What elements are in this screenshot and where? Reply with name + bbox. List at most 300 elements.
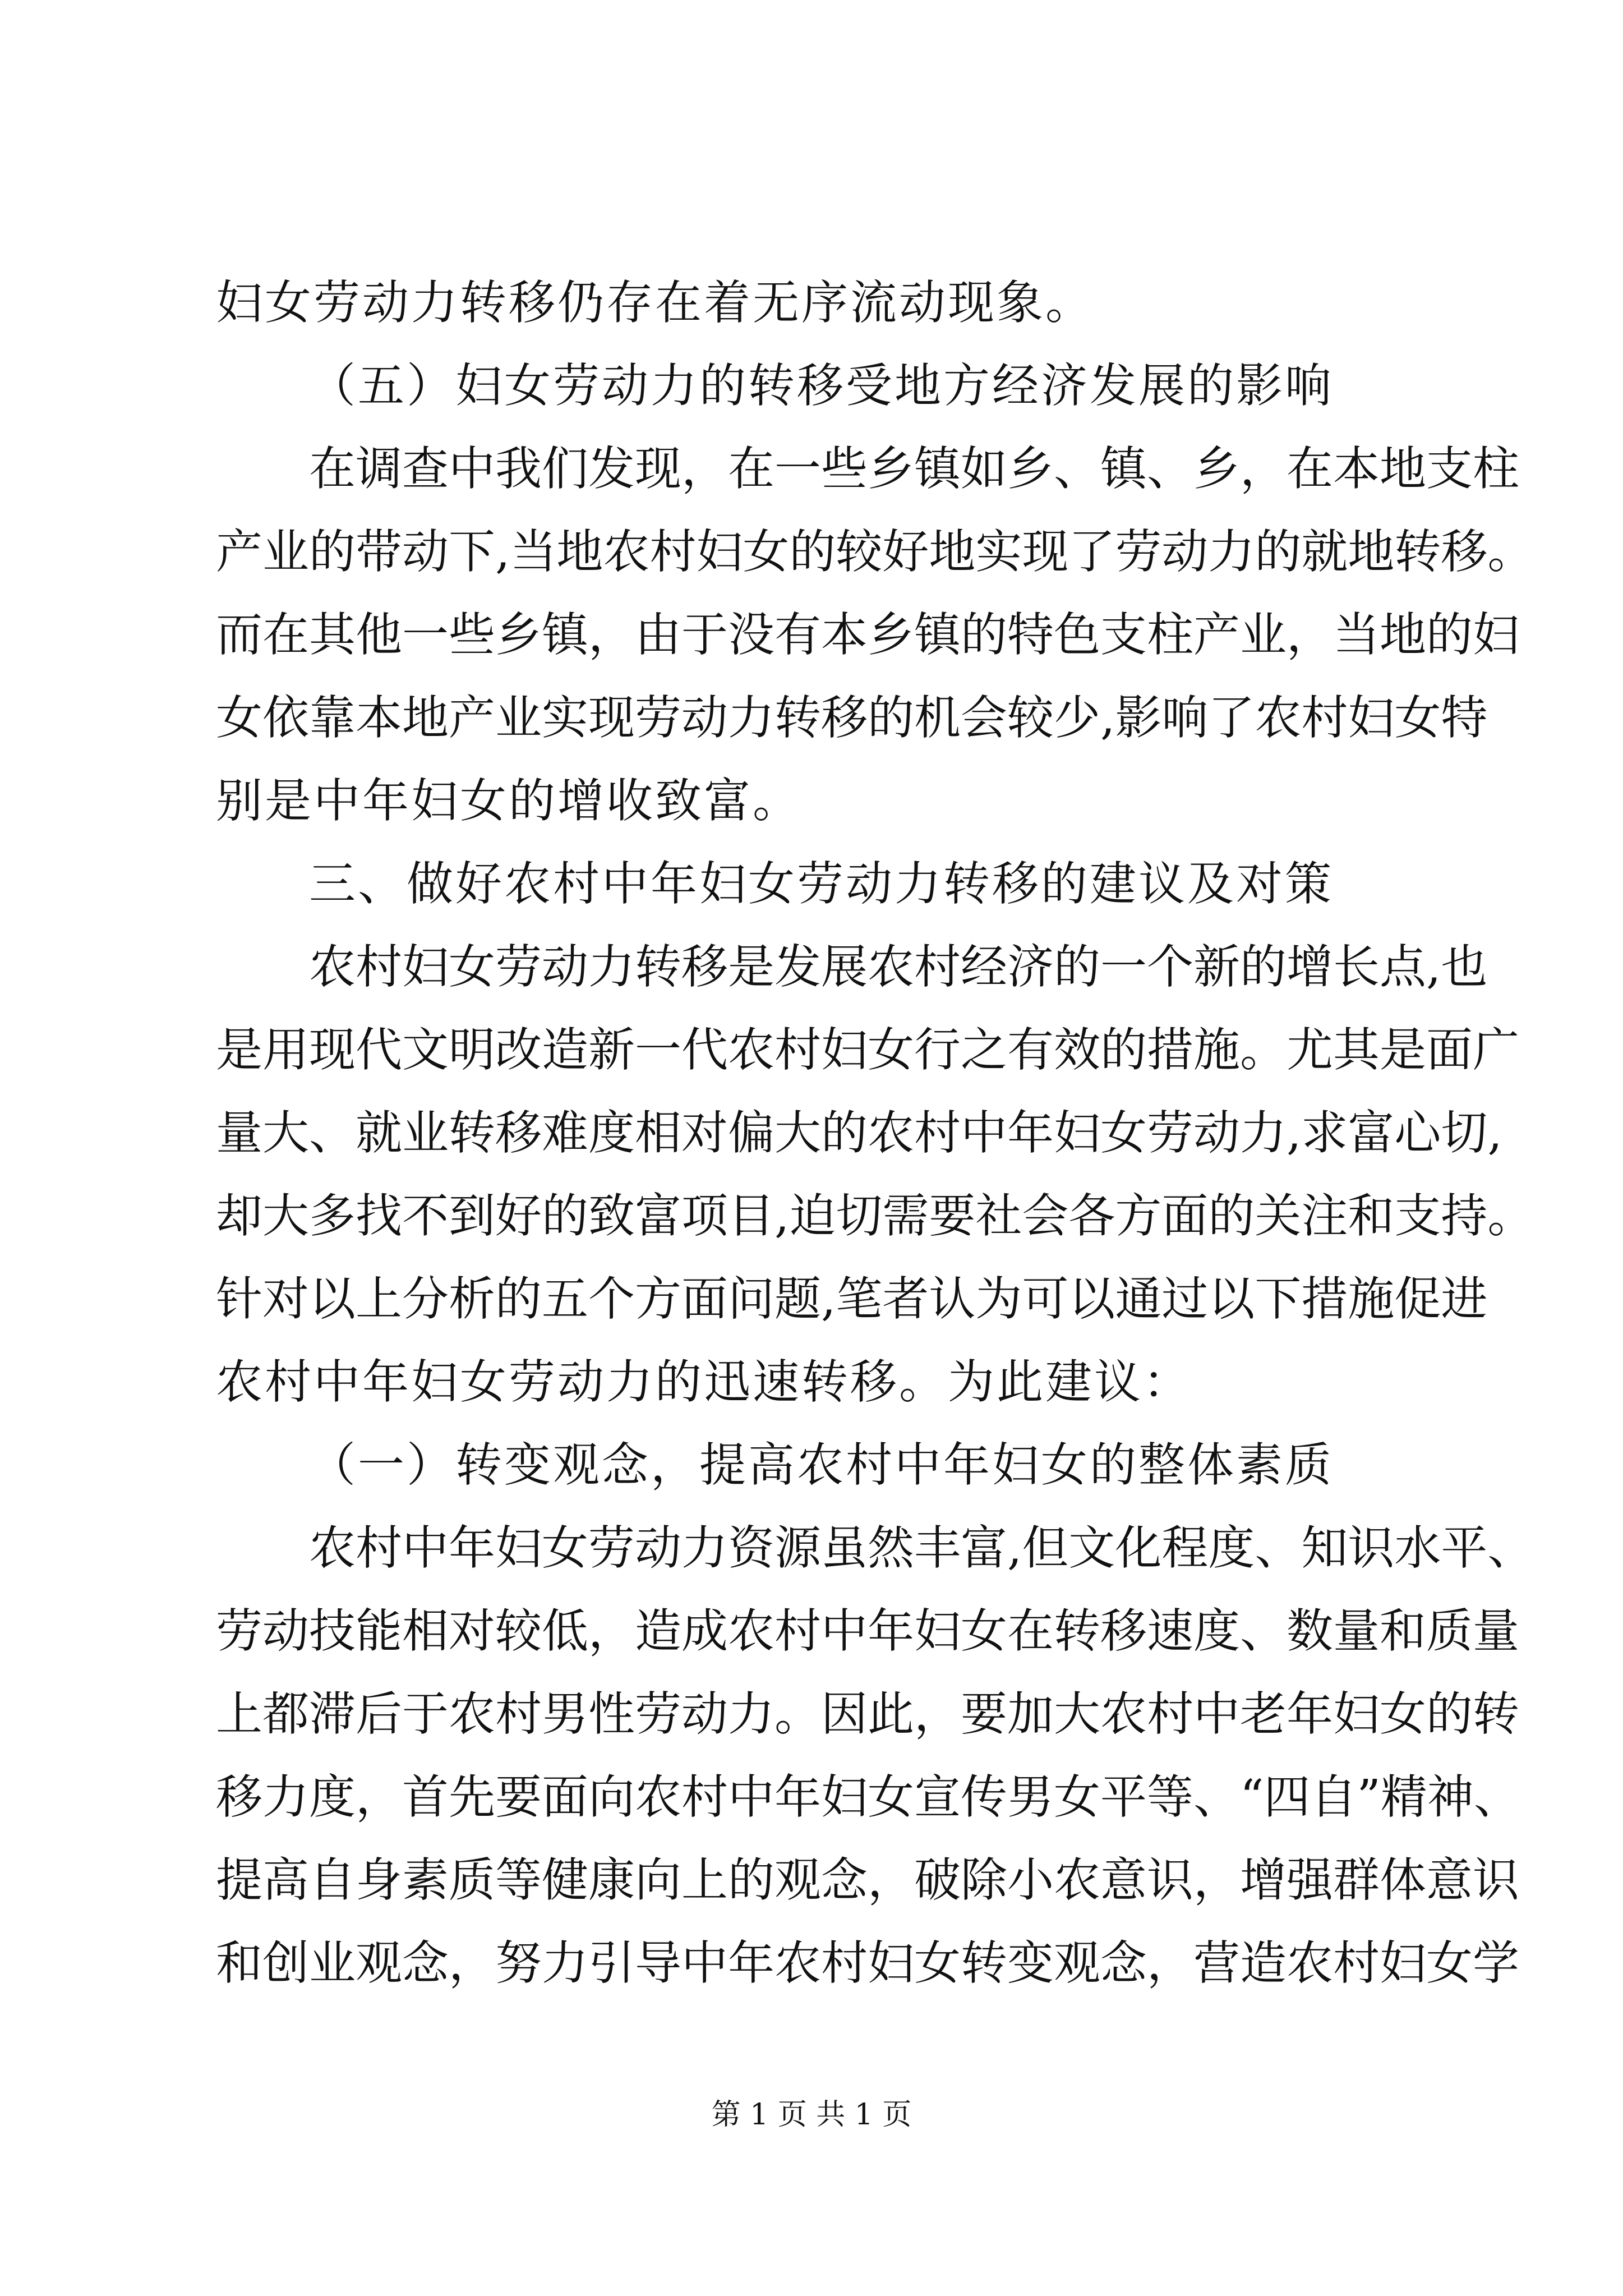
glyph: 质 bbox=[449, 1853, 495, 1907]
glyph: 地 bbox=[402, 691, 449, 745]
glyph: 认 bbox=[929, 1272, 976, 1326]
glyph: 群 bbox=[1333, 1853, 1380, 1907]
glyph: 当 bbox=[510, 524, 557, 579]
glyph: 新 bbox=[588, 1023, 635, 1077]
glyph: 量 bbox=[1333, 1604, 1380, 1658]
glyph: 、 bbox=[1240, 1604, 1287, 1658]
glyph: 妇 bbox=[495, 1521, 542, 1575]
glyph: 度 bbox=[1193, 1604, 1240, 1658]
glyph: 产 bbox=[1193, 608, 1240, 662]
glyph: 支 bbox=[1100, 608, 1147, 662]
glyph: 观 bbox=[1054, 1936, 1100, 1990]
glyph: 女 bbox=[868, 1770, 914, 1824]
glyph: 能 bbox=[356, 1604, 402, 1658]
glyph: 效 bbox=[1054, 1023, 1100, 1077]
glyph: 年 bbox=[1287, 1687, 1333, 1741]
glyph: ， bbox=[449, 1936, 495, 1990]
glyph: 先 bbox=[449, 1770, 495, 1824]
glyph: 在 bbox=[309, 441, 356, 496]
glyph: 的 bbox=[868, 691, 914, 745]
glyph: 观 bbox=[356, 1936, 402, 1990]
glyph: 对 bbox=[449, 1604, 495, 1658]
glyph: 的 bbox=[789, 524, 836, 579]
glyph: 长 bbox=[1333, 940, 1380, 994]
glyph: 产 bbox=[216, 524, 262, 579]
glyph: 化 bbox=[1115, 1521, 1162, 1575]
glyph: 妇 bbox=[1054, 1106, 1100, 1160]
glyph: 要 bbox=[961, 1687, 1007, 1741]
subsection-heading bbox=[216, 1424, 1422, 1507]
glyph: 富 bbox=[1348, 1106, 1395, 1160]
text-line-content bbox=[216, 1092, 1502, 1175]
glyph: 些 bbox=[821, 441, 868, 496]
glyph: 动 bbox=[681, 1687, 728, 1741]
glyph: 农 bbox=[309, 940, 356, 994]
glyph: 年 bbox=[449, 1521, 495, 1575]
glyph: 而 bbox=[216, 608, 262, 662]
glyph: 心 bbox=[1394, 1106, 1441, 1160]
glyph: 妇 bbox=[1473, 608, 1519, 662]
glyph: 村 bbox=[1301, 691, 1348, 745]
glyph: 镇 bbox=[542, 608, 588, 662]
glyph: 其 bbox=[309, 608, 356, 662]
glyph: 动 bbox=[635, 1521, 681, 1575]
glyph: 数 bbox=[1287, 1604, 1333, 1658]
glyph: 。 bbox=[774, 1687, 821, 1741]
glyph: 导 bbox=[635, 1936, 681, 1990]
glyph: 乡 bbox=[868, 441, 914, 496]
glyph: 念 bbox=[402, 1936, 449, 1990]
glyph: 质 bbox=[1426, 1604, 1473, 1658]
glyph: 的 bbox=[821, 1106, 868, 1160]
glyph: 观 bbox=[774, 1853, 821, 1907]
glyph: 依 bbox=[262, 691, 309, 745]
text-line-content: 别是中年妇女的增收致富。 bbox=[216, 774, 801, 828]
glyph: 性 bbox=[588, 1687, 635, 1741]
page-footer bbox=[0, 2095, 1623, 2134]
glyph: 劳 bbox=[1115, 524, 1162, 579]
glyph: 大 bbox=[262, 1106, 309, 1160]
glyph: 中 bbox=[681, 1936, 728, 1990]
glyph: 较 bbox=[495, 1604, 542, 1658]
glyph: 女 bbox=[961, 1604, 1007, 1658]
glyph: 农 bbox=[1054, 1853, 1100, 1907]
glyph: 是 bbox=[1380, 1023, 1426, 1077]
glyph: 上 bbox=[356, 1272, 402, 1326]
glyph: 切 bbox=[836, 1189, 883, 1243]
glyph: 老 bbox=[1240, 1687, 1287, 1741]
glyph: 支 bbox=[1394, 1189, 1441, 1243]
glyph: 中 bbox=[821, 1604, 868, 1658]
glyph: 、 bbox=[1255, 1521, 1302, 1575]
glyph: 女 bbox=[1394, 691, 1441, 745]
glyph: 问 bbox=[728, 1272, 774, 1326]
glyph: 者 bbox=[882, 1272, 929, 1326]
glyph: 身 bbox=[356, 1853, 402, 1907]
glyph: 较 bbox=[836, 524, 883, 579]
glyph: 农 bbox=[868, 940, 914, 994]
glyph: 女 bbox=[1380, 1687, 1426, 1741]
glyph: 对 bbox=[262, 1272, 309, 1326]
glyph: 些 bbox=[449, 608, 495, 662]
glyph: 持 bbox=[1441, 1189, 1488, 1243]
glyph: 靠 bbox=[309, 691, 356, 745]
glyph: 特 bbox=[1441, 691, 1488, 745]
glyph: 女 bbox=[914, 1936, 961, 1990]
glyph: 的 bbox=[1240, 940, 1287, 994]
glyph: 和 bbox=[216, 1936, 262, 1990]
glyph: 移 bbox=[216, 1770, 262, 1824]
glyph: ， bbox=[1287, 608, 1333, 662]
glyph: 源 bbox=[774, 1521, 821, 1575]
glyph: 营 bbox=[1193, 1936, 1240, 1990]
glyph: 他 bbox=[356, 608, 402, 662]
glyph: 技 bbox=[309, 1604, 356, 1658]
glyph: 了 bbox=[1208, 691, 1255, 745]
glyph: 力 bbox=[1240, 1106, 1287, 1160]
glyph: 。 bbox=[1487, 524, 1534, 579]
glyph: 劳 bbox=[216, 1604, 262, 1658]
glyph: 济 bbox=[1007, 940, 1054, 994]
text-line bbox=[216, 261, 1422, 344]
glyph: 转 bbox=[774, 691, 821, 745]
glyph: 好 bbox=[495, 1189, 542, 1243]
text-line bbox=[216, 926, 1488, 1009]
glyph: 妇 bbox=[696, 524, 743, 579]
text-line bbox=[216, 1341, 1422, 1424]
glyph: 力 bbox=[681, 1521, 728, 1575]
glyph: 的 bbox=[1426, 608, 1473, 662]
glyph: 不 bbox=[402, 1189, 449, 1243]
glyph: 业 bbox=[262, 524, 309, 579]
glyph: 加 bbox=[1007, 1687, 1054, 1741]
glyph: 女 bbox=[1100, 1106, 1147, 1160]
glyph: 造 bbox=[635, 1604, 681, 1658]
text-line-content bbox=[216, 1590, 1519, 1673]
glyph: 针 bbox=[216, 1272, 262, 1326]
glyph: 分 bbox=[402, 1272, 449, 1326]
text-line-content bbox=[216, 1839, 1519, 1922]
text-line bbox=[216, 1922, 1519, 2005]
glyph: 镇 bbox=[914, 441, 961, 496]
glyph: 村 bbox=[356, 940, 402, 994]
glyph: 量 bbox=[1473, 1604, 1519, 1658]
glyph: 。 bbox=[1240, 1023, 1287, 1077]
glyph: 村 bbox=[774, 1604, 821, 1658]
glyph: 业 bbox=[402, 1106, 449, 1160]
glyph: 业 bbox=[495, 691, 542, 745]
glyph: 增 bbox=[1240, 1853, 1287, 1907]
glyph: 下 bbox=[1255, 1272, 1302, 1326]
glyph: 地 bbox=[929, 524, 976, 579]
text-line bbox=[216, 510, 1534, 593]
glyph: 了 bbox=[1068, 524, 1115, 579]
glyph: 村 bbox=[821, 1936, 868, 1990]
glyph: 地 bbox=[556, 524, 603, 579]
glyph: 转 bbox=[449, 1106, 495, 1160]
text-line bbox=[216, 344, 1422, 427]
glyph: 力 bbox=[542, 1936, 588, 1990]
glyph: 相 bbox=[402, 1604, 449, 1658]
glyph: 男 bbox=[542, 1687, 588, 1741]
glyph: 业 bbox=[1240, 608, 1287, 662]
glyph: 转 bbox=[1054, 1604, 1100, 1658]
glyph: 的 bbox=[542, 1189, 588, 1243]
glyph: 经 bbox=[961, 940, 1007, 994]
glyph: 迫 bbox=[789, 1189, 836, 1243]
glyph: 农 bbox=[1255, 691, 1302, 745]
glyph: , bbox=[1100, 691, 1115, 745]
glyph: 力 bbox=[262, 1770, 309, 1824]
glyph: 年 bbox=[868, 1604, 914, 1658]
glyph: ” bbox=[1357, 1770, 1381, 1824]
glyph: 的 bbox=[1054, 940, 1100, 994]
glyph: 转 bbox=[1473, 1687, 1519, 1741]
glyph: 首 bbox=[402, 1770, 449, 1824]
glyph: 宣 bbox=[914, 1770, 961, 1824]
glyph: 村 bbox=[356, 1521, 402, 1575]
glyph: 自 bbox=[1310, 1770, 1357, 1824]
glyph: 当 bbox=[1333, 608, 1380, 662]
glyph: 动 bbox=[402, 524, 449, 579]
glyph: 也 bbox=[1441, 940, 1488, 994]
glyph: 的 bbox=[1426, 1687, 1473, 1741]
glyph: 查 bbox=[402, 441, 449, 496]
glyph: , bbox=[821, 1272, 836, 1326]
glyph: 度 bbox=[588, 1106, 635, 1160]
glyph: 妇 bbox=[868, 1936, 914, 1990]
glyph: 好 bbox=[882, 524, 929, 579]
glyph: 造 bbox=[542, 1023, 588, 1077]
glyph: 本 bbox=[356, 691, 402, 745]
glyph: 现 bbox=[588, 691, 635, 745]
glyph: 有 bbox=[1007, 1023, 1054, 1077]
glyph: 到 bbox=[449, 1189, 495, 1243]
glyph: 多 bbox=[309, 1189, 356, 1243]
glyph: 响 bbox=[1161, 691, 1209, 745]
glyph: 除 bbox=[961, 1853, 1007, 1907]
glyph: 。 bbox=[1487, 1189, 1534, 1243]
glyph: “ bbox=[1240, 1770, 1264, 1824]
glyph: 一 bbox=[402, 608, 449, 662]
text-line bbox=[216, 1839, 1519, 1922]
glyph: 会 bbox=[1022, 1189, 1069, 1243]
glyph: 程 bbox=[1161, 1521, 1209, 1575]
glyph: ， bbox=[914, 1687, 961, 1741]
glyph: 乡 bbox=[1007, 441, 1054, 496]
text-line-content bbox=[216, 1009, 1519, 1092]
glyph: 力 bbox=[728, 1687, 774, 1741]
glyph: 是 bbox=[728, 940, 774, 994]
glyph: 的 bbox=[495, 1272, 542, 1326]
glyph: 个 bbox=[1147, 940, 1193, 994]
glyph: 意 bbox=[1426, 1853, 1473, 1907]
glyph: 面 bbox=[1426, 1023, 1473, 1077]
glyph: 水 bbox=[1394, 1521, 1441, 1575]
glyph: 方 bbox=[1115, 1189, 1162, 1243]
glyph: 素 bbox=[402, 1853, 449, 1907]
glyph: 机 bbox=[914, 691, 961, 745]
glyph: 村 bbox=[914, 940, 961, 994]
glyph: 妇 bbox=[1333, 1687, 1380, 1741]
glyph: 文 bbox=[1068, 1521, 1115, 1575]
glyph: 劳 bbox=[1147, 1106, 1193, 1160]
text-line-content: 妇女劳动力转移仍存在着无序流动现象。 bbox=[216, 275, 1094, 330]
glyph: 就 bbox=[1301, 524, 1348, 579]
glyph: 但 bbox=[1022, 1521, 1069, 1575]
glyph: 的 bbox=[309, 524, 356, 579]
glyph: 移 bbox=[821, 691, 868, 745]
glyph: 劳 bbox=[495, 940, 542, 994]
glyph: 学 bbox=[1473, 1936, 1519, 1990]
glyph: 方 bbox=[635, 1272, 681, 1326]
section-heading-text: 三、做好农村中年妇女劳动力转移的建议及对策 bbox=[309, 857, 1334, 911]
glyph: 动 bbox=[542, 940, 588, 994]
glyph: 女 bbox=[216, 691, 262, 745]
glyph: 转 bbox=[635, 940, 681, 994]
page-number: 第 1 页 共 1 页 bbox=[711, 2098, 912, 2132]
glyph: 此 bbox=[868, 1687, 914, 1741]
glyph: 展 bbox=[821, 940, 868, 994]
glyph: 等 bbox=[495, 1853, 542, 1907]
glyph: 一 bbox=[635, 1023, 681, 1077]
glyph: 村 bbox=[495, 1687, 542, 1741]
glyph: 是 bbox=[216, 1023, 262, 1077]
glyph: 量 bbox=[216, 1106, 262, 1160]
glyph: 求 bbox=[1301, 1106, 1348, 1160]
glyph: 地 bbox=[1380, 441, 1426, 496]
glyph: 平 bbox=[1100, 1770, 1147, 1824]
glyph: 明 bbox=[449, 1023, 495, 1077]
glyph: 找 bbox=[356, 1189, 402, 1243]
glyph: 致 bbox=[588, 1189, 635, 1243]
glyph: 进 bbox=[1441, 1272, 1488, 1326]
glyph: 面 bbox=[542, 1770, 588, 1824]
glyph: 年 bbox=[774, 1770, 821, 1824]
text-line-content bbox=[309, 926, 1488, 1009]
glyph: 镇 bbox=[914, 608, 961, 662]
glyph: 识 bbox=[1348, 1521, 1395, 1575]
glyph: 色 bbox=[1054, 608, 1100, 662]
glyph: 后 bbox=[356, 1687, 402, 1741]
glyph: 妇 bbox=[821, 1770, 868, 1824]
glyph: 柱 bbox=[1473, 441, 1519, 496]
glyph: ， bbox=[681, 441, 728, 496]
glyph: 强 bbox=[1287, 1853, 1333, 1907]
glyph: 农 bbox=[728, 1023, 774, 1077]
glyph: 如 bbox=[961, 441, 1007, 496]
glyph: 措 bbox=[1147, 1023, 1193, 1077]
text-line-content: 农村中年妇女劳动力的迅速转移。为此建议： bbox=[216, 1355, 1192, 1409]
glyph: 业 bbox=[309, 1936, 356, 1990]
glyph: 速 bbox=[1147, 1604, 1193, 1658]
glyph: 于 bbox=[402, 1687, 449, 1741]
glyph: ， bbox=[868, 1853, 914, 1907]
glyph: 动 bbox=[1161, 524, 1209, 579]
glyph: 精 bbox=[1380, 1770, 1427, 1824]
glyph: 度 bbox=[309, 1770, 356, 1824]
glyph: 农 bbox=[1100, 1687, 1147, 1741]
text-line bbox=[216, 1009, 1519, 1092]
glyph: 笔 bbox=[836, 1272, 883, 1326]
text-line bbox=[216, 1507, 1534, 1590]
text-line-content bbox=[216, 1258, 1488, 1341]
glyph: 和 bbox=[1380, 1604, 1426, 1658]
glyph: 高 bbox=[262, 1853, 309, 1907]
glyph: 项 bbox=[681, 1189, 728, 1243]
glyph: 会 bbox=[961, 691, 1007, 745]
glyph: 带 bbox=[356, 524, 402, 579]
glyph: 促 bbox=[1394, 1272, 1441, 1326]
glyph: 现 bbox=[309, 1023, 356, 1077]
glyph: 小 bbox=[1007, 1853, 1054, 1907]
glyph: 就 bbox=[356, 1106, 402, 1160]
glyph: 实 bbox=[975, 524, 1022, 579]
glyph: 、 bbox=[1487, 1521, 1534, 1575]
glyph: ， bbox=[588, 608, 635, 662]
text-line bbox=[216, 1175, 1534, 1258]
glyph: 现 bbox=[635, 441, 681, 496]
glyph: 、 bbox=[309, 1106, 356, 1160]
glyph: ， bbox=[356, 1770, 402, 1824]
glyph: 、 bbox=[1054, 441, 1100, 496]
glyph: 中 bbox=[1193, 1687, 1240, 1741]
glyph: 创 bbox=[262, 1936, 309, 1990]
text-line bbox=[216, 1756, 1520, 1839]
text-line bbox=[216, 593, 1519, 677]
glyph: 施 bbox=[1348, 1272, 1395, 1326]
glyph: 农 bbox=[603, 524, 650, 579]
glyph: 切 bbox=[1441, 1106, 1488, 1160]
glyph: 之 bbox=[961, 1023, 1007, 1077]
glyph: , bbox=[1487, 1106, 1502, 1160]
glyph: 转 bbox=[961, 1936, 1007, 1990]
glyph: 下 bbox=[449, 524, 495, 579]
glyph: 传 bbox=[961, 1770, 1007, 1824]
glyph: 们 bbox=[542, 441, 588, 496]
glyph: 过 bbox=[1161, 1272, 1209, 1326]
glyph: 五 bbox=[542, 1272, 588, 1326]
glyph: 富 bbox=[961, 1521, 1007, 1575]
text-line bbox=[216, 427, 1519, 510]
subsection-heading-text: （一）转变观念，提高农村中年妇女的整体素质 bbox=[309, 1438, 1334, 1492]
glyph: 其 bbox=[1333, 1023, 1380, 1077]
glyph: 破 bbox=[914, 1853, 961, 1907]
glyph: 有 bbox=[774, 608, 821, 662]
text-line-content bbox=[216, 593, 1519, 677]
glyph: 偏 bbox=[728, 1106, 774, 1160]
glyph: 提 bbox=[216, 1853, 262, 1907]
glyph: 都 bbox=[262, 1687, 309, 1741]
glyph: 村 bbox=[649, 524, 697, 579]
glyph: 题 bbox=[774, 1272, 821, 1326]
glyph: 识 bbox=[1147, 1853, 1193, 1907]
glyph: 年 bbox=[1007, 1106, 1054, 1160]
text-line-content bbox=[216, 677, 1488, 760]
glyph: 调 bbox=[356, 441, 402, 496]
glyph: 移 bbox=[1100, 1604, 1147, 1658]
glyph: 较 bbox=[1007, 691, 1054, 745]
glyph: 产 bbox=[449, 691, 495, 745]
glyph: 代 bbox=[356, 1023, 402, 1077]
glyph: 因 bbox=[821, 1687, 868, 1741]
glyph: 影 bbox=[1115, 691, 1162, 745]
glyph: ， bbox=[1240, 441, 1287, 496]
glyph: 广 bbox=[1473, 1023, 1519, 1077]
glyph: 点 bbox=[1380, 940, 1426, 994]
glyph: 本 bbox=[821, 608, 868, 662]
glyph: 女 bbox=[449, 940, 495, 994]
